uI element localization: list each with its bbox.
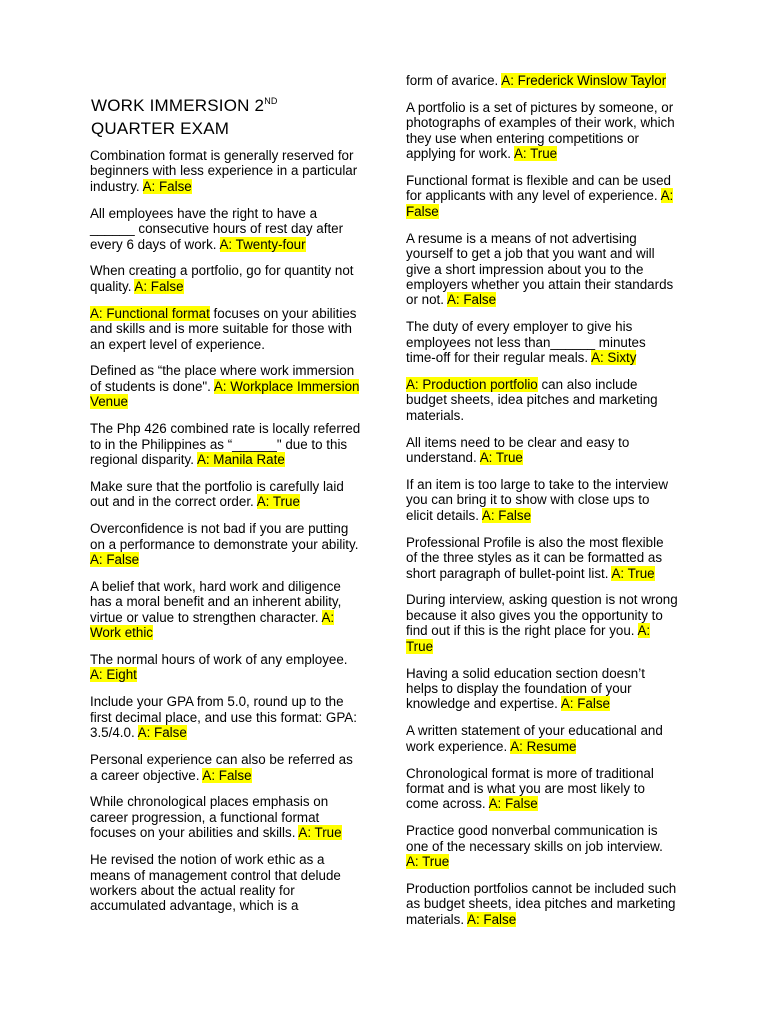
- title-text: WORK IMMERSION 2: [91, 96, 265, 115]
- question-text: If an item is too large to take to the interview you can bring it to show with close ups to elicit details.: [406, 477, 668, 523]
- question-item: [90, 794, 362, 840]
- answer-highlight: A: True: [513, 146, 558, 162]
- left-question-list: [90, 148, 362, 914]
- question-item: [90, 752, 362, 783]
- question-item: [406, 100, 678, 162]
- answer-highlight: A: True: [298, 825, 342, 841]
- question-item: [406, 477, 678, 523]
- answer-highlight: A: False: [134, 278, 184, 294]
- question-text: While chronological places emphasis on career progression, a functional format focuses on your abilities and skills.: [90, 794, 329, 841]
- answer-highlight: A: True: [479, 450, 523, 466]
- answer-highlight: A: True: [406, 854, 450, 870]
- answer-highlight: A: Functional format: [90, 305, 210, 321]
- question-text: A written statement of your educational and work experience.: [406, 723, 663, 754]
- question-item: [90, 363, 362, 409]
- question-text: Having a solid education section doesn’t helps to display the foundation of your knowledge and expertise.: [406, 665, 645, 712]
- question-text: Personal experience can also be referred as a career objective.: [90, 752, 353, 783]
- question-text: The normal hours of work of any employee.: [90, 652, 348, 668]
- question-item: [406, 766, 678, 812]
- answer-highlight: A: False: [467, 911, 517, 927]
- right-question-list: [406, 73, 678, 927]
- question-text: Professional Profile is also the most flexible of the three styles as it can be formatted as short paragraph of bullet-point list.: [406, 534, 664, 581]
- question-text: The duty of every employer to give his employees not less than______ minutes time-off for their regular meals.: [406, 319, 646, 366]
- question-text: A resume is a means of not advertising yourself to get a job that you want and will give a short impression about you to the employers whether you attain their standards or not.: [406, 230, 674, 308]
- question-item: [90, 148, 362, 194]
- question-item: [406, 535, 678, 581]
- question-text: Overconfidence is not bad if you are putting on a performance to demonstrate your ability.: [90, 521, 359, 552]
- answer-highlight: A: Workplace Immersion Venue: [90, 378, 360, 410]
- title-text-end: QUARTER EXAM: [91, 119, 230, 138]
- question-item: [90, 306, 362, 352]
- question-item: [406, 377, 678, 423]
- answer-highlight: A: False: [406, 188, 674, 219]
- question-text: All items need to be clear and easy to understand.: [406, 434, 630, 466]
- answer-highlight: A: Production portfolio: [406, 377, 538, 392]
- question-text: A portfolio is a set of pictures by someone, or photographs of examples of their work, which they use when entering competitions or applying for work.: [406, 99, 675, 162]
- answer-highlight: A: False: [90, 552, 140, 568]
- question-text: A belief that work, hard work and diligence has a moral benefit and an inherent ability, virtue or value to strengthen character.: [90, 578, 342, 625]
- question-text: Production portfolios cannot be included such as budget sheets, idea pitches and marketing materials.: [406, 881, 677, 927]
- question-item: [90, 852, 362, 914]
- left-column: [90, 0, 362, 925]
- answer-highlight: A: Work ethic: [90, 609, 335, 641]
- question-item: [406, 723, 678, 754]
- question-item: [406, 592, 678, 654]
- question-item: [406, 73, 678, 88]
- answer-highlight: A: Resume: [510, 738, 577, 754]
- answer-highlight: A: False: [488, 796, 538, 812]
- answer-highlight: A: Sixty: [591, 350, 637, 366]
- answer-highlight: A: Manila Rate: [196, 452, 285, 467]
- question-text: Include your GPA from 5.0, round up to the first decimal place, and use this format: GPA: 3.5/4.0.: [90, 694, 357, 741]
- question-item: [90, 206, 362, 252]
- question-text: The Php 426 combined rate is locally referred to in the Philippines as “______" due to this regional disparity.: [90, 421, 361, 467]
- question-text: When creating a portfolio, go for quantity not quality.: [90, 263, 354, 294]
- question-item: [90, 421, 362, 467]
- answer-highlight: A: True: [611, 565, 655, 581]
- question-text: focuses on your abilities and skills and is more suitable for those with an expert level of experience.: [90, 305, 357, 352]
- question-item: [90, 652, 362, 683]
- question-item: [90, 521, 362, 567]
- question-text: can also include budget sheets, idea pitches and marketing materials.: [406, 377, 658, 423]
- question-item: [406, 881, 678, 927]
- question-item: [90, 579, 362, 641]
- question-item: [90, 479, 362, 510]
- question-item: [406, 666, 678, 712]
- answer-highlight: A: Twenty-four: [219, 236, 306, 252]
- answer-highlight: A: Eight: [90, 667, 137, 683]
- question-text: He revised the notion of work ethic as a means of management control that delude workers about the actual reality for accumulated advantage, which is a: [90, 852, 341, 914]
- question-text: All employees have the right to have a ______ consecutive hours of rest day after every 6 days of work.: [90, 205, 344, 252]
- question-text: During interview, asking question is not wrong because it also gives you the opportunity to find out if this is the right place for you.: [406, 592, 678, 639]
- question-text: Make sure that the portfolio is carefully laid out and in the correct order.: [90, 478, 344, 510]
- answer-highlight: A: False: [446, 292, 497, 308]
- answer-highlight: A: True: [256, 494, 300, 510]
- question-item: [90, 263, 362, 294]
- question-item: [406, 435, 678, 466]
- answer-highlight: A: False: [137, 725, 187, 741]
- title-superscript: ND: [264, 96, 278, 106]
- right-column: [406, 0, 678, 939]
- answer-highlight: A: Frederick Winslow Taylor: [501, 73, 667, 88]
- question-text: Functional format is flexible and can be used for applicants with any level of experience.: [406, 173, 671, 204]
- answer-highlight: A: False: [202, 767, 252, 783]
- answer-highlight: A: False: [142, 178, 192, 194]
- question-text: form of avarice.: [406, 73, 502, 88]
- question-text: Defined as “the place where work immersion of students is done".: [90, 363, 355, 394]
- question-item: [406, 319, 678, 365]
- answer-highlight: A: True: [406, 623, 651, 654]
- question-item: [406, 173, 678, 219]
- question-item: [406, 231, 678, 308]
- question-text: Chronological format is more of traditional format and is what you are most likely to come across.: [406, 765, 654, 812]
- question-text: Practice good nonverbal communication is one of the necessary skills on job interview.: [406, 823, 663, 854]
- answer-highlight: A: False: [560, 696, 610, 712]
- page-title: [91, 94, 362, 140]
- question-item: [406, 823, 678, 869]
- question-text: Combination format is generally reserved for beginners with less experience in a particular industry.: [90, 148, 358, 194]
- answer-highlight: A: False: [481, 507, 532, 523]
- question-item: [90, 694, 362, 740]
